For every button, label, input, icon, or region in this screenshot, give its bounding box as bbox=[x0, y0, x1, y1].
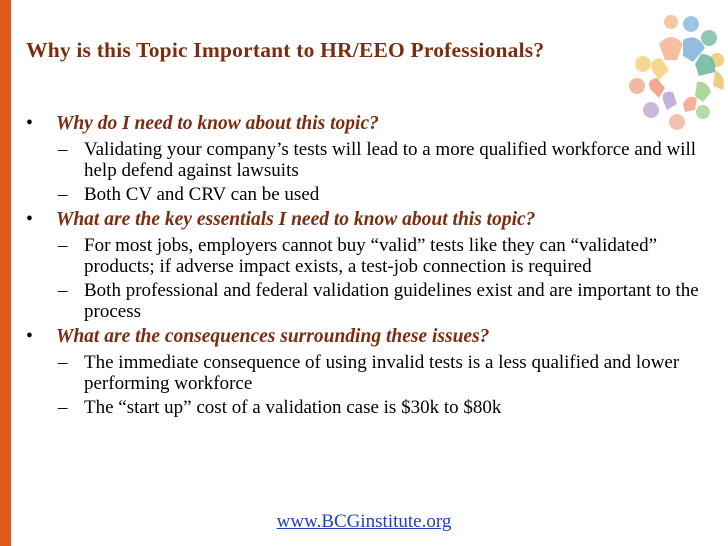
sub-point bbox=[26, 280, 716, 322]
question-bullet bbox=[26, 325, 716, 349]
dash-icon: – bbox=[58, 139, 68, 160]
question-text: What are the key essentials I need to know about this topic? bbox=[56, 209, 536, 230]
sub-point-text: Validating your company’s tests will lead to a more qualified workforce and will help defend against lawsuits bbox=[84, 139, 697, 181]
sub-point-text: For most jobs, employers cannot buy “valid” tests like they can “validated” products; if adverse impact exists, a test-job connection is required bbox=[84, 235, 658, 277]
sub-point bbox=[26, 235, 716, 277]
slide-content bbox=[26, 112, 716, 421]
sub-point bbox=[26, 352, 716, 394]
bullet-dot-icon: • bbox=[26, 113, 33, 134]
dash-icon: – bbox=[58, 280, 68, 301]
dash-icon: – bbox=[58, 352, 68, 373]
question-bullet bbox=[26, 112, 716, 136]
dash-icon: – bbox=[58, 184, 68, 205]
slide-title: Why is this Topic Important to HR/EEO Professionals? bbox=[26, 38, 545, 62]
dash-icon: – bbox=[58, 235, 68, 256]
question-text: What are the consequences surrounding these issues? bbox=[56, 326, 490, 347]
bullet-dot-icon: • bbox=[26, 326, 33, 347]
sub-point-text: Both professional and federal validation guidelines exist and are important to the process bbox=[84, 280, 699, 322]
dash-icon: – bbox=[58, 397, 68, 418]
sub-point-text: Both CV and CRV can be used bbox=[84, 184, 320, 205]
sub-point bbox=[26, 139, 716, 181]
sub-point-text: The immediate consequence of using invalid tests is a less qualified and lower performing workforce bbox=[84, 352, 680, 394]
website-link[interactable]: www.BCGinstitute.org bbox=[276, 511, 452, 532]
sub-point bbox=[26, 184, 716, 205]
question-text: Why do I need to know about this topic? bbox=[56, 113, 379, 134]
left-accent-bar bbox=[0, 0, 11, 546]
question-bullet bbox=[26, 208, 716, 232]
sub-point bbox=[26, 397, 716, 418]
sub-point-text: The “start up” cost of a validation case is $30k to $80k bbox=[84, 397, 502, 418]
bullet-dot-icon: • bbox=[26, 209, 33, 230]
